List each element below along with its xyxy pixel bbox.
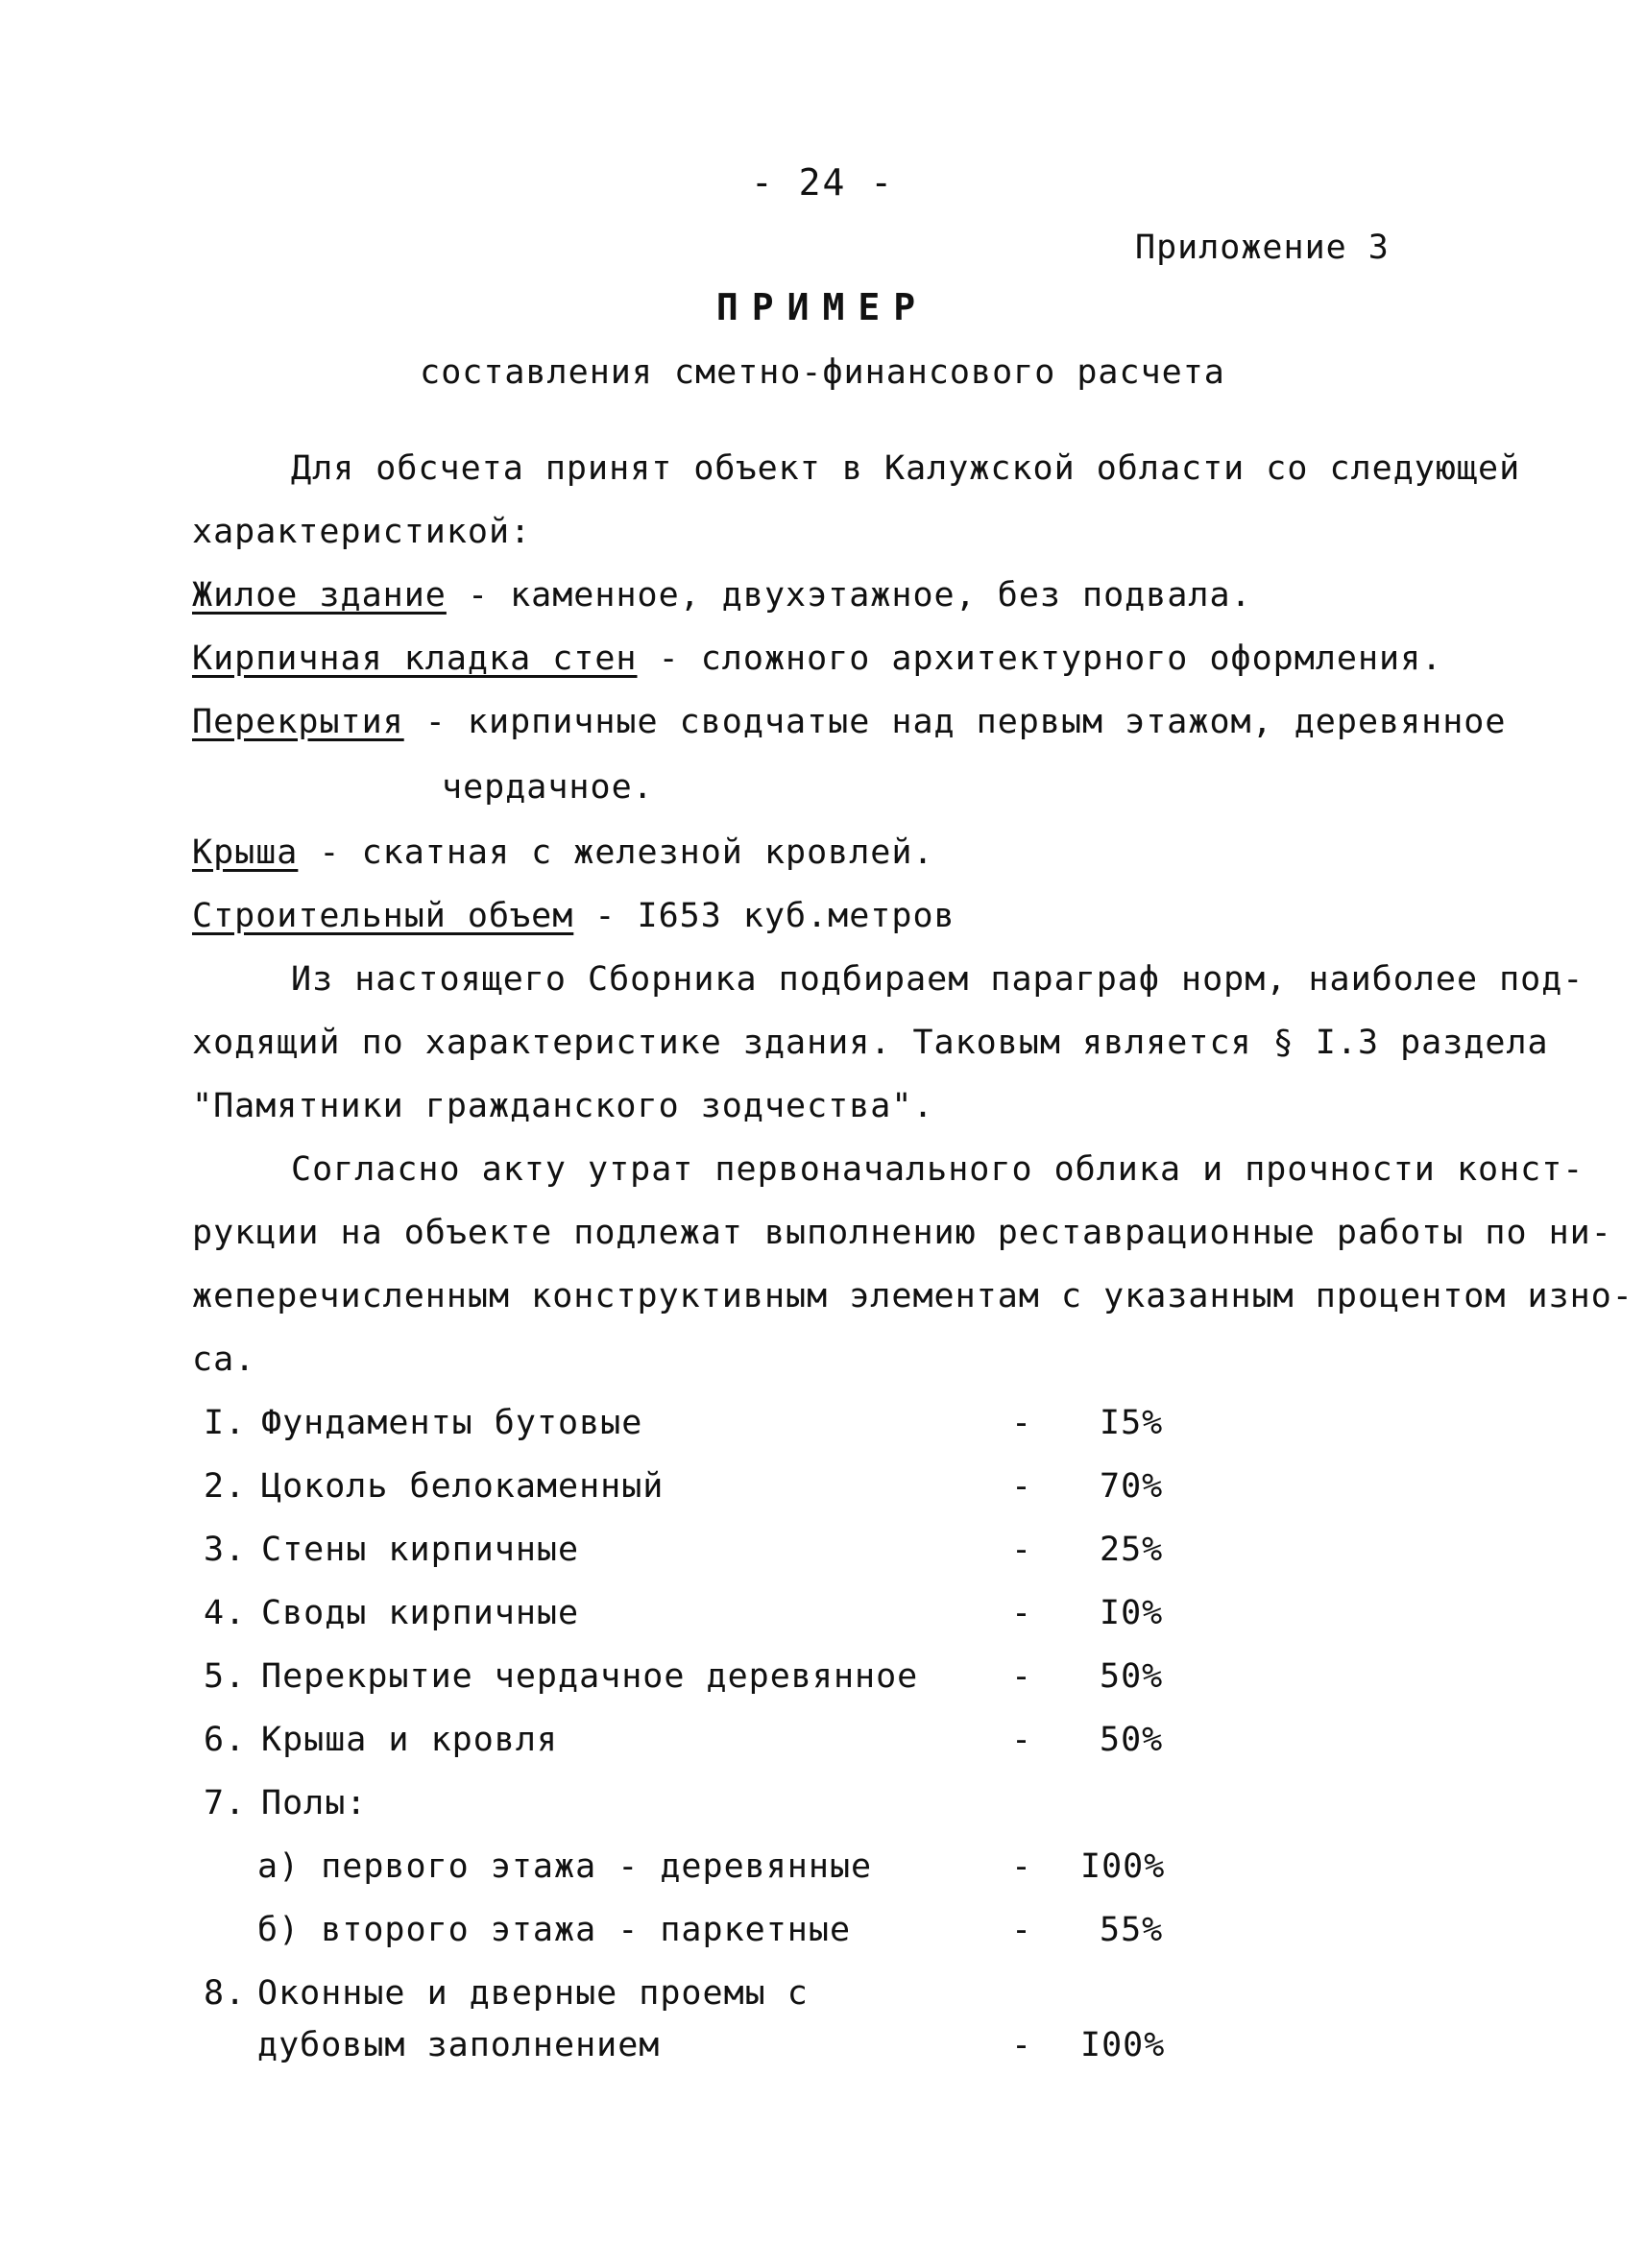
item-dash: - — [1011, 1404, 1033, 1442]
item-percent: 25% — [1100, 1531, 1164, 1569]
characteristic-text: - кирпичные сводчатые над первым этажом, деревянное — [403, 703, 1507, 741]
item-percent: 70% — [1100, 1467, 1164, 1506]
characteristic-volume — [192, 897, 956, 935]
list-item — [0, 1974, 1645, 2022]
item-number: 2. — [204, 1467, 247, 1506]
item-label: Перекрытие чердачное деревянное — [261, 1657, 919, 1696]
paragraph-2-line-1: Согласно акту утрат первоначального облика и прочности конст- — [291, 1150, 1585, 1189]
paragraph-2-line-4: са. — [192, 1340, 256, 1379]
item-number: 8. — [204, 1974, 247, 2013]
item-dash: - — [1011, 1911, 1033, 1949]
item-percent: I5% — [1100, 1404, 1164, 1442]
intro-line-1: Для обсчета принят объект в Калужской области со следующей — [291, 449, 1521, 488]
item-number: 7. — [204, 1784, 247, 1822]
paragraph-2-line-2: рукции на объекте подлежат выполнению реставрационные работы по ни- — [192, 1214, 1612, 1252]
list-item — [0, 1721, 1645, 1769]
document-title: ПРИМЕР — [715, 286, 930, 328]
paragraph-1-line-1: Из настоящего Сборника подбираем параграф норм, наиболее под- — [291, 960, 1585, 999]
item-label: Полы: — [261, 1784, 368, 1822]
item-number: I. — [204, 1404, 247, 1442]
characteristic-term: Перекрытия — [192, 703, 404, 741]
item-label: Цоколь белокаменный — [261, 1467, 665, 1506]
item-dash: - — [1011, 1531, 1033, 1569]
appendix-label: Приложение 3 — [1135, 229, 1390, 267]
item-label: Оконные и дверные проемы с — [257, 1974, 809, 2013]
intro-line-2: характеристикой: — [192, 513, 532, 551]
item-number: 3. — [204, 1531, 247, 1569]
item-label: б) второго этажа - паркетные — [257, 1911, 852, 1949]
characteristic-floors-continuation: чердачное. — [442, 768, 654, 807]
item-percent: I00% — [1080, 2026, 1166, 2064]
characteristic-term: Строительный объем — [192, 897, 574, 935]
characteristic-text: - скатная с железной кровлей. — [298, 833, 934, 872]
characteristic-text: - сложного архитектурного оформления. — [637, 639, 1443, 678]
item-percent: I00% — [1080, 1847, 1166, 1886]
list-item — [0, 1467, 1645, 1515]
list-item — [0, 2026, 1645, 2074]
item-percent: 50% — [1100, 1721, 1164, 1759]
list-item — [0, 1847, 1645, 1895]
characteristic-residential — [192, 576, 1252, 615]
item-label: а) первого этажа - деревянные — [257, 1847, 873, 1886]
item-number: 6. — [204, 1721, 247, 1759]
list-item — [0, 1784, 1645, 1832]
item-number: 4. — [204, 1594, 247, 1632]
item-label: Стены кирпичные — [261, 1531, 580, 1569]
page-number: - 24 - — [750, 161, 895, 204]
characteristic-roof — [192, 833, 934, 872]
paragraph-1-line-3: "Памятники гражданского зодчества". — [192, 1087, 934, 1125]
item-percent: 50% — [1100, 1657, 1164, 1696]
item-dash: - — [1011, 2026, 1033, 2064]
item-percent: I0% — [1100, 1594, 1164, 1632]
paragraph-2-line-3: жеперечисленным конструктивным элементам с указанным процентом изно- — [192, 1277, 1633, 1315]
characteristic-masonry — [192, 639, 1442, 678]
list-item — [0, 1911, 1645, 1959]
item-percent: 55% — [1100, 1911, 1164, 1949]
document-subtitle: составления сметно-финансового расчета — [420, 353, 1225, 392]
item-dash: - — [1011, 1721, 1033, 1759]
item-label: Фундаменты бутовые — [261, 1404, 643, 1442]
characteristic-term: Кирпичная кладка стен — [192, 639, 638, 678]
item-label: Своды кирпичные — [261, 1594, 580, 1632]
characteristic-term: Жилое здание — [192, 576, 447, 615]
item-dash: - — [1011, 1847, 1033, 1886]
item-label-continuation: дубовым заполнением — [257, 2026, 661, 2064]
item-label: Крыша и кровля — [261, 1721, 559, 1759]
list-item — [0, 1594, 1645, 1642]
characteristic-text: - каменное, двухэтажное, без подвала. — [446, 576, 1252, 615]
characteristic-term: Крыша — [192, 833, 299, 872]
list-item — [0, 1657, 1645, 1705]
list-item — [0, 1404, 1645, 1452]
characteristic-floors — [192, 703, 1506, 741]
characteristic-text: - I653 куб.метров — [573, 897, 956, 935]
item-dash: - — [1011, 1657, 1033, 1696]
item-number: 5. — [204, 1657, 247, 1696]
item-dash: - — [1011, 1467, 1033, 1506]
paragraph-1-line-2: ходящий по характеристике здания. Таковым является § I.3 раздела — [192, 1024, 1549, 1062]
item-dash: - — [1011, 1594, 1033, 1632]
list-item — [0, 1531, 1645, 1579]
